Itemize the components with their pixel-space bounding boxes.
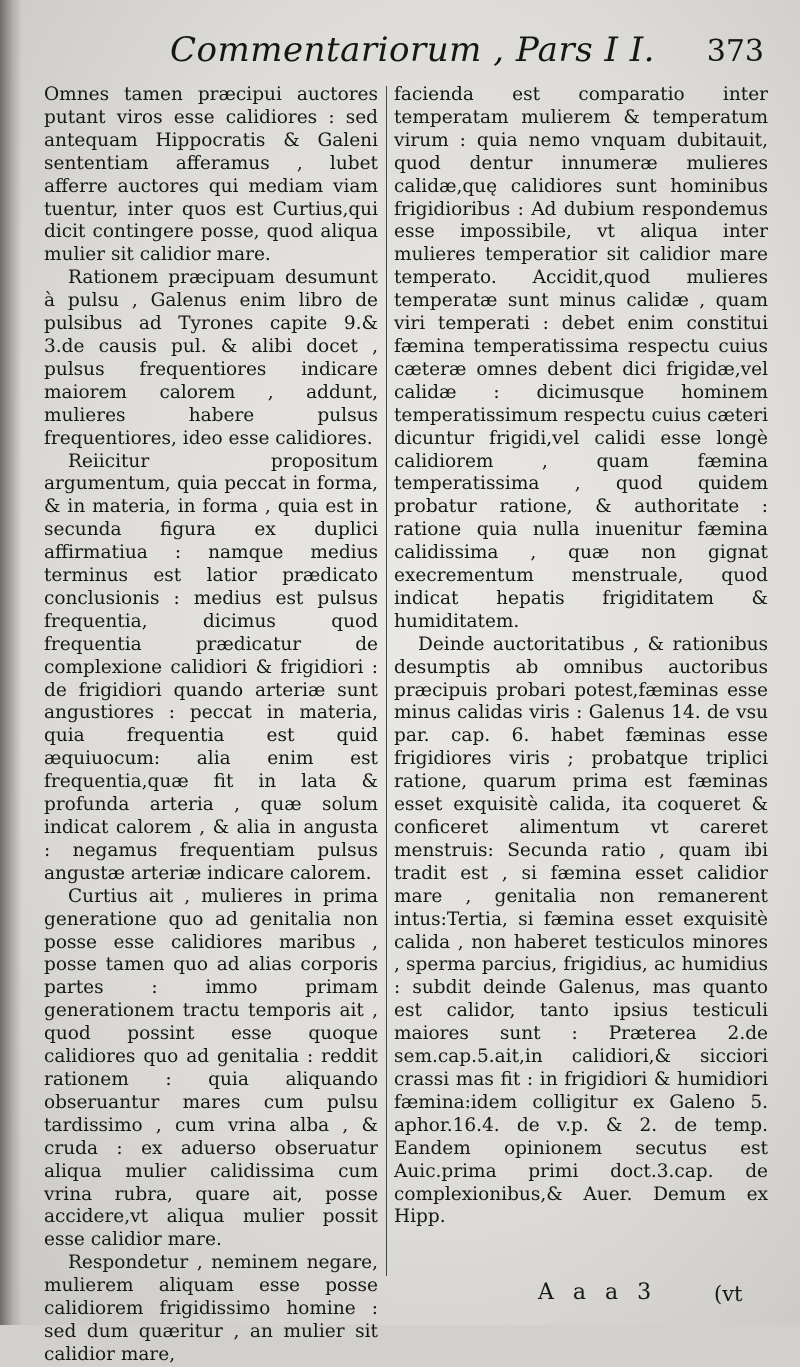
signature-mark: A a a 3 — [538, 1280, 658, 1305]
paragraph: facienda est comparatio inter temperatam mulierem & temperatum virum : quia nemo vnquam dubitauit, quod dentur innumeræ mulieres calidæ,quę calidiores sunt hominibus frigidioribus : Ad dubium respondemus esse impossibile, vt aliqua inter mulieres temperatior sit calidior mare temperato. Accidit,quod mulieres temperatæ sunt minus calidæ , quam viri temperati : debet enim constitui fæmina temperatissima respectu cuius cæteræ omnes debent dici frigidæ,vel calidæ : dicimusque hominem temperatissimum respectu cuius cæteri dicuntur frigidi,vel calidi esse longè calidiorem , quam fæmina temperatissima , quod quidem probatur ratione, & authoritate : ratione quia nulla inuenitur fæmina calidissima , quæ non gignat execrementum menstruale, quod indicat hepatis frigiditatem & humiditatem. — [394, 84, 768, 632]
page-number: 373 — [706, 34, 764, 69]
paragraph: Respondetur , neminem negare, mulierem aliquam esse posse calidiorem frigidissimo homine : sed dum quæritur , an mulier sit calidior mare, — [44, 1252, 378, 1365]
left-column — [44, 84, 378, 1367]
paragraph: Omnes tamen præcipui auctores putant viros esse calidiores : sed antequam Hippocratis & Galeni sententiam afferamus , lubet afferre auctores qui mediam viam tuentur, inter quos est Curtius,qui dicit contingere posse, quod aliqua mulier sit calidior mare. — [44, 84, 378, 266]
binding-shadow — [0, 0, 22, 1325]
paragraph: Rationem præcipuam desumunt à pulsu , Galenus enim libro de pulsibus ad Tyrones capite 9.& 3.de causis pul. & alibi docet , pulsus frequentiores indicare maiorem calorem , addunt, mulieres habere pulsus frequentiores, ideo esse calidiores. — [44, 267, 378, 449]
paragraph: Curtius ait , mulieres in prima generatione quo ad genitalia non posse esse calidiores maribus , posse tamen quo ad alias corporis partes : immo primam generationem tractu temporis ait , quod possint esse quoque calidiores quo ad genitalia : reddit rationem : quia aliquando obseruantur mares cum pulsu tardissimo , cum vrina alba , & cruda : ex aduerso obseruatur aliqua mulier calidissima cum vrina rubra, quare ait, posse accidere,vt aliqua mulier possit esse calidior mare. — [44, 885, 378, 1251]
page-header — [0, 30, 800, 80]
paragraph: Reiicitur propositum argumentum, quia peccat in forma, & in materia, in forma , quia est in secunda figura ex duplici affirmatiua : namque medius terminus est latior prædicato conclusionis : medius est pulsus frequentia, dicimus quod frequentia prædicatur de complexione calidiori & frigidiori : de frigidiori quando arteriæ sunt angustiores : peccat in materia, quia frequentia est quid æquiuocum: alia enim est frequentia,quæ fit in lata & profunda arteria , quæ solum indicat calorem , & alia in angusta : negamus frequentiam pulsus angustæ arteriæ indicare calorem. — [44, 450, 378, 884]
catchword: (vt — [714, 1282, 743, 1306]
column-divider — [386, 86, 387, 1276]
right-column — [394, 84, 768, 1229]
paragraph: Deinde auctoritatibus , & rationibus desumptis ab omnibus auctoribus præcipuis probari potest,fæminas esse minus calidas viris : Galenus 14. de vsu par. cap. 6. habet fæminas esse frigidiores viris ; probatque triplici ratione, quarum prima est fæminas esset exquisitè calida, ita coqueret & conficeret alimentum vt careret menstruis: Secunda ratio , quam ibi tradit est , si fæmina esset calidior mare , genitalia non remanerent intus:Tertia, si fæmina esset exquisitè calida , non haberet testiculos minores , sperma parcius, frigidius, ac humidius : subdit deinde Galenus, mas quanto est calidor, tanto ipsius testiculi maiores sunt : Præterea 2.de sem.cap.5.ait,in calidiori,& sicciori crassi mas fit : in frigidiori & humidiori fæmina:idem colligitur ex Galeno 5. aphor.16.4. de v.p. & 2. de temp. Eandem opinionem secutus est Auic.prima primi doct.3.cap. de complexionibus,& Auer. Demum ex Hipp. — [394, 633, 768, 1228]
running-title: Commentariorum , Pars I I. — [170, 30, 655, 70]
